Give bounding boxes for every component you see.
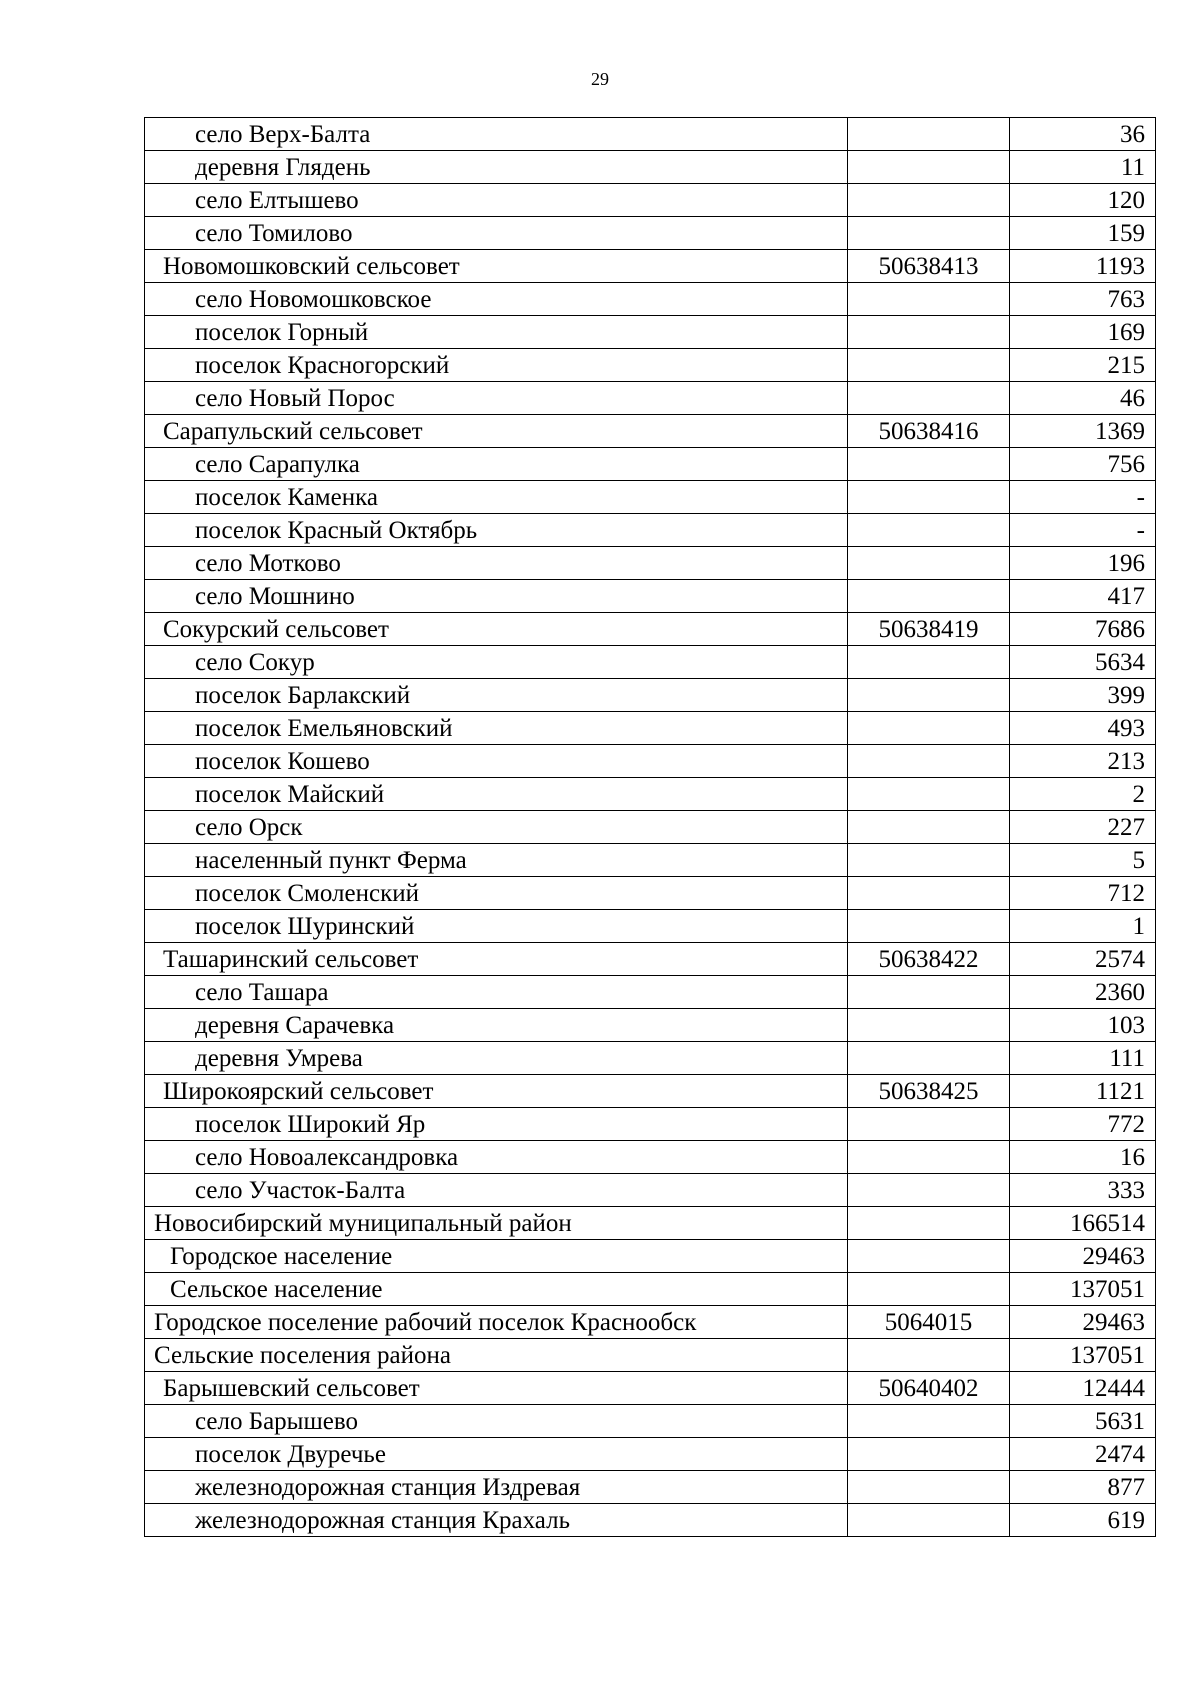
settlement-name-cell: поселок Красногорский	[145, 349, 848, 382]
population-cell: -	[1010, 481, 1156, 514]
table-row	[145, 613, 1156, 646]
oktmo-code-cell	[848, 778, 1010, 811]
population-cell: 772	[1010, 1108, 1156, 1141]
settlement-name-cell: поселок Шуринский	[145, 910, 848, 943]
settlement-name-cell: поселок Горный	[145, 316, 848, 349]
settlement-name-cell: село Томилово	[145, 217, 848, 250]
table-row	[145, 1009, 1156, 1042]
table-row	[145, 1339, 1156, 1372]
oktmo-code-cell	[848, 1438, 1010, 1471]
settlement-name-cell: поселок Каменка	[145, 481, 848, 514]
table-row	[145, 976, 1156, 1009]
table-row	[145, 1306, 1156, 1339]
population-cell: 712	[1010, 877, 1156, 910]
population-cell: 166514	[1010, 1207, 1156, 1240]
table-row	[145, 1042, 1156, 1075]
population-cell: 1193	[1010, 250, 1156, 283]
table-row	[145, 1075, 1156, 1108]
population-cell: 756	[1010, 448, 1156, 481]
population-cell: -	[1010, 514, 1156, 547]
table-row	[145, 646, 1156, 679]
oktmo-code-cell	[848, 877, 1010, 910]
oktmo-code-cell	[848, 1141, 1010, 1174]
population-cell: 877	[1010, 1471, 1156, 1504]
settlement-name-cell: Городское население	[145, 1240, 848, 1273]
oktmo-code-cell	[848, 382, 1010, 415]
oktmo-code-cell: 50638419	[848, 613, 1010, 646]
table-body	[145, 118, 1156, 1537]
settlement-name-cell: село Орск	[145, 811, 848, 844]
table-row	[145, 547, 1156, 580]
population-cell: 619	[1010, 1504, 1156, 1537]
table-row	[145, 580, 1156, 613]
oktmo-code-cell	[848, 1108, 1010, 1141]
table-row	[145, 184, 1156, 217]
settlement-name-cell: Новосибирский муниципальный район	[145, 1207, 848, 1240]
settlement-name-cell: село Новый Порос	[145, 382, 848, 415]
table-row	[145, 1207, 1156, 1240]
population-cell: 137051	[1010, 1273, 1156, 1306]
settlement-name-cell: Сельские поселения района	[145, 1339, 848, 1372]
settlement-name-cell: Ташаринский сельсовет	[145, 943, 848, 976]
settlement-name-cell: поселок Майский	[145, 778, 848, 811]
oktmo-code-cell	[848, 316, 1010, 349]
population-cell: 227	[1010, 811, 1156, 844]
settlement-name-cell: Барышевский сельсовет	[145, 1372, 848, 1405]
population-cell: 215	[1010, 349, 1156, 382]
population-cell: 29463	[1010, 1306, 1156, 1339]
population-cell: 2360	[1010, 976, 1156, 1009]
settlements-table	[144, 117, 1156, 1537]
oktmo-code-cell	[848, 1339, 1010, 1372]
table-row	[145, 679, 1156, 712]
table-row	[145, 481, 1156, 514]
population-cell: 213	[1010, 745, 1156, 778]
population-cell: 7686	[1010, 613, 1156, 646]
settlement-name-cell: деревня Глядень	[145, 151, 848, 184]
population-cell: 1121	[1010, 1075, 1156, 1108]
table-row	[145, 316, 1156, 349]
population-cell: 29463	[1010, 1240, 1156, 1273]
table-row	[145, 1273, 1156, 1306]
oktmo-code-cell	[848, 217, 1010, 250]
settlement-name-cell: населенный пункт Ферма	[145, 844, 848, 877]
settlement-name-cell: Новомошковский сельсовет	[145, 250, 848, 283]
oktmo-code-cell: 50638416	[848, 415, 1010, 448]
population-cell: 2474	[1010, 1438, 1156, 1471]
table-row	[145, 283, 1156, 316]
table-row	[145, 250, 1156, 283]
population-cell: 417	[1010, 580, 1156, 613]
population-cell: 493	[1010, 712, 1156, 745]
table-row	[145, 118, 1156, 151]
table-row	[145, 910, 1156, 943]
population-cell: 2	[1010, 778, 1156, 811]
oktmo-code-cell	[848, 1273, 1010, 1306]
settlement-name-cell: железнодорожная станция Издревая	[145, 1471, 848, 1504]
settlement-name-cell: село Елтышево	[145, 184, 848, 217]
population-cell: 137051	[1010, 1339, 1156, 1372]
oktmo-code-cell	[848, 1042, 1010, 1075]
oktmo-code-cell	[848, 283, 1010, 316]
settlement-name-cell: поселок Барлакский	[145, 679, 848, 712]
oktmo-code-cell	[848, 547, 1010, 580]
settlement-name-cell: поселок Двуречье	[145, 1438, 848, 1471]
population-cell: 5631	[1010, 1405, 1156, 1438]
table-row	[145, 1108, 1156, 1141]
oktmo-code-cell: 50638425	[848, 1075, 1010, 1108]
population-cell: 1	[1010, 910, 1156, 943]
table-row	[145, 1471, 1156, 1504]
oktmo-code-cell	[848, 712, 1010, 745]
oktmo-code-cell	[848, 745, 1010, 778]
oktmo-code-cell	[848, 349, 1010, 382]
oktmo-code-cell	[848, 910, 1010, 943]
page-number: 29	[591, 69, 609, 89]
table-row	[145, 1504, 1156, 1537]
oktmo-code-cell	[848, 1240, 1010, 1273]
settlement-name-cell: Сельское население	[145, 1273, 848, 1306]
oktmo-code-cell	[848, 976, 1010, 1009]
oktmo-code-cell	[848, 844, 1010, 877]
population-cell: 103	[1010, 1009, 1156, 1042]
settlement-name-cell: село Сокур	[145, 646, 848, 679]
oktmo-code-cell	[848, 1174, 1010, 1207]
settlement-name-cell: Широкоярский сельсовет	[145, 1075, 848, 1108]
table-row	[145, 382, 1156, 415]
settlement-name-cell: Городское поселение рабочий поселок Краснообск	[145, 1306, 848, 1339]
table-row	[145, 1438, 1156, 1471]
settlement-name-cell: село Ташара	[145, 976, 848, 1009]
oktmo-code-cell	[848, 184, 1010, 217]
settlement-name-cell: село Верх-Балта	[145, 118, 848, 151]
population-cell: 159	[1010, 217, 1156, 250]
table-row	[145, 151, 1156, 184]
oktmo-code-cell	[848, 151, 1010, 184]
table-row	[145, 448, 1156, 481]
table-row	[145, 415, 1156, 448]
settlement-name-cell: село Мотково	[145, 547, 848, 580]
table-row	[145, 712, 1156, 745]
settlement-name-cell: поселок Кошево	[145, 745, 848, 778]
settlement-name-cell: село Сарапулка	[145, 448, 848, 481]
settlement-name-cell: поселок Красный Октябрь	[145, 514, 848, 547]
settlement-name-cell: поселок Емельяновский	[145, 712, 848, 745]
oktmo-code-cell	[848, 1009, 1010, 1042]
oktmo-code-cell	[848, 1405, 1010, 1438]
oktmo-code-cell	[848, 514, 1010, 547]
oktmo-code-cell	[848, 811, 1010, 844]
population-cell: 2574	[1010, 943, 1156, 976]
oktmo-code-cell	[848, 646, 1010, 679]
oktmo-code-cell	[848, 1471, 1010, 1504]
settlement-name-cell: железнодорожная станция Крахаль	[145, 1504, 848, 1537]
oktmo-code-cell	[848, 118, 1010, 151]
table-row	[145, 778, 1156, 811]
oktmo-code-cell: 5064015	[848, 1306, 1010, 1339]
table-row	[145, 1405, 1156, 1438]
oktmo-code-cell: 50638422	[848, 943, 1010, 976]
population-cell: 12444	[1010, 1372, 1156, 1405]
oktmo-code-cell: 50638413	[848, 250, 1010, 283]
table-row	[145, 514, 1156, 547]
table-row	[145, 943, 1156, 976]
population-cell: 120	[1010, 184, 1156, 217]
population-cell: 36	[1010, 118, 1156, 151]
settlement-name-cell: деревня Сарачевка	[145, 1009, 848, 1042]
settlement-name-cell: село Участок-Балта	[145, 1174, 848, 1207]
oktmo-code-cell: 50640402	[848, 1372, 1010, 1405]
table-row	[145, 811, 1156, 844]
oktmo-code-cell	[848, 679, 1010, 712]
table-row	[145, 1174, 1156, 1207]
table-row	[145, 349, 1156, 382]
settlement-name-cell: поселок Широкий Яр	[145, 1108, 848, 1141]
oktmo-code-cell	[848, 481, 1010, 514]
table-row	[145, 1141, 1156, 1174]
settlement-name-cell: поселок Смоленский	[145, 877, 848, 910]
table-row	[145, 844, 1156, 877]
population-cell: 11	[1010, 151, 1156, 184]
settlement-name-cell: Сарапульский сельсовет	[145, 415, 848, 448]
population-cell: 46	[1010, 382, 1156, 415]
table-row	[145, 1372, 1156, 1405]
population-cell: 5	[1010, 844, 1156, 877]
population-cell: 399	[1010, 679, 1156, 712]
population-cell: 196	[1010, 547, 1156, 580]
settlement-name-cell: Сокурский сельсовет	[145, 613, 848, 646]
table-row	[145, 217, 1156, 250]
table-row	[145, 1240, 1156, 1273]
population-cell: 5634	[1010, 646, 1156, 679]
population-cell: 1369	[1010, 415, 1156, 448]
settlement-name-cell: село Новоалександровка	[145, 1141, 848, 1174]
oktmo-code-cell	[848, 1207, 1010, 1240]
oktmo-code-cell	[848, 448, 1010, 481]
population-cell: 333	[1010, 1174, 1156, 1207]
population-cell: 169	[1010, 316, 1156, 349]
settlement-name-cell: село Мошнино	[145, 580, 848, 613]
settlement-name-cell: село Новомошковское	[145, 283, 848, 316]
population-cell: 111	[1010, 1042, 1156, 1075]
table-row	[145, 745, 1156, 778]
settlement-name-cell: село Барышево	[145, 1405, 848, 1438]
oktmo-code-cell	[848, 1504, 1010, 1537]
table-row	[145, 877, 1156, 910]
settlement-name-cell: деревня Умрева	[145, 1042, 848, 1075]
population-cell: 16	[1010, 1141, 1156, 1174]
population-cell: 763	[1010, 283, 1156, 316]
oktmo-code-cell	[848, 580, 1010, 613]
